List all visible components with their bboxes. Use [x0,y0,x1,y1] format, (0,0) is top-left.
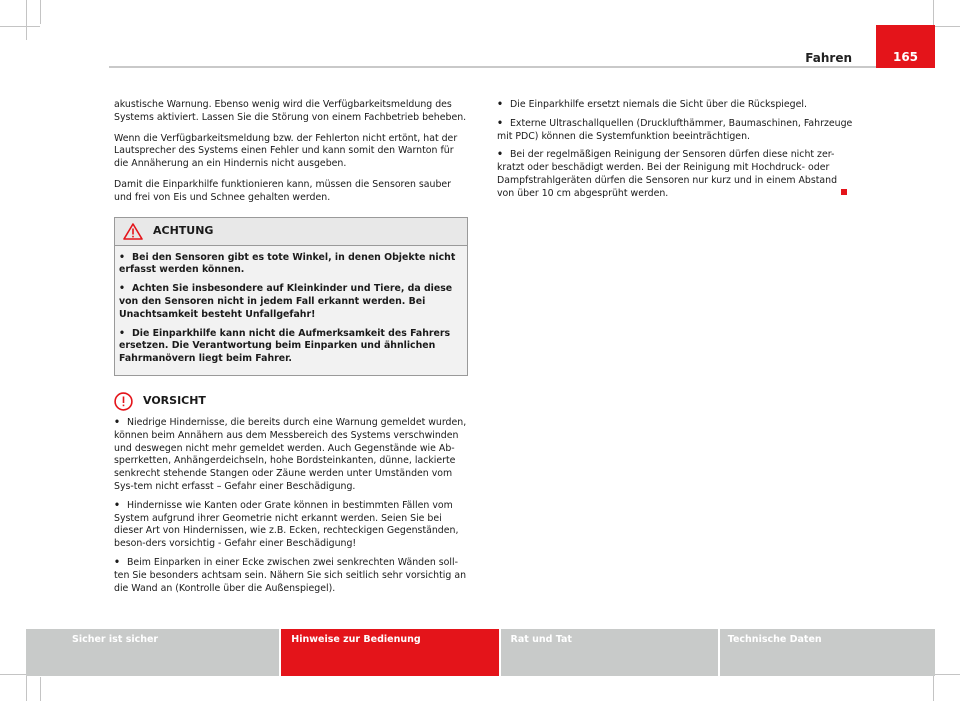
warning-title: ACHTUNG [153,223,214,237]
tab-hinweise-zur-bedienung[interactable]: Hinweise zur Bedienung [281,629,498,676]
page-number: 165 [876,25,935,68]
crop-mark [0,26,40,27]
caution-header [114,392,468,411]
warning-header [115,218,467,246]
list-item: • Die Einparkhilfe kann nicht die Aufmerksamkeit des Fahrers ersetzen. Die Verantwortung beim Einparken und ähnlichen Fahrmanövern liegt beim Fahrer. [119,327,451,365]
caution-title: VORSICHT [143,394,206,408]
list-item: • Externe Ultraschallquellen (Drucklufthämmer, Baumaschinen, Fahrzeuge mit PDC) können die Systemfunktion beeinträchtigen. [497,117,853,142]
tab-technische-daten[interactable]: Technische Daten [720,629,935,676]
list-item: • Achten Sie insbesondere auf Kleinkinder und Tiere, da diese von den Sensoren nicht in jedem Fall erkannt werden. Bei Unachtsamkeit besteht Unfallgefahr! [119,283,453,320]
crop-mark [40,677,41,701]
paragraph: Wenn die Verfügbarkeitsmeldung bzw. der Fehlerton nicht ertönt, hat der Lautsprecher des Systems einen Fehler und kann somit den Warnton für die Annäherung an ein Hindernis nicht ausgeben. [114,132,458,170]
warning-body [115,246,467,375]
list-item: • Bei den Sensoren gibt es tote Winkel, in denen Objekte nicht erfasst werden können. [119,251,456,276]
warning-triangle-icon [123,223,143,240]
list-item: • Hindernisse wie Kanten oder Grate können in bestimmten Fällen vom System aufgrund ihrer Geometrie nicht erkannt werden. Seien Sie bei dieser Art von Hindernissen, wie z.B. Ecken, rechteckigen Gegenständen, beson-ders vorsichtig - Gefahr einer Beschädigung! [114,499,459,550]
right-column [497,99,855,207]
chapter-title: Fahren [805,51,852,65]
crop-mark [40,0,41,24]
section-end-marker [841,189,847,195]
list-item: • Die Einparkhilfe ersetzt niemals die Sicht über die Rückspiegel. [497,99,807,110]
warning-box [114,217,468,376]
caution-exclamation-icon [114,392,133,411]
tab-rat-und-tat[interactable]: Rat und Tat [501,629,718,676]
tab-sicher-ist-sicher[interactable]: Sicher ist sicher [26,629,279,676]
left-column [114,99,468,601]
crop-mark [26,0,27,40]
paragraph: akustische Warnung. Ebenso wenig wird die Verfügbarkeitsmeldung des Systems aktiviert. Lassen Sie die Störung von einem Fachbetrieb beheben. [114,99,467,123]
list-item: • Bei der regelmäßigen Reinigung der Sensoren dürfen diese nicht zer-kratzt oder beschädigt werden. Bei der Reinigung mit Hochdruck- oder Dampfstrahlgeräten dürfen die Sensoren nur kurz und in einem Abstand von über 10 cm abgesprüht werden. [497,149,838,199]
list-item: • Niedrige Hindernisse, die bereits durch eine Warnung gemeldet wurden, können beim Annähern aus dem Messbereich des Systems verschwinden und deswegen nicht mehr gemeldet werden. Auch Gegenstände wie Ab-sperrketten, Anhängerdeichseln, hohe Bordsteinkanten, dünne, lackierte senkrecht stehende Stangen oder Zäune werden unter Umständen vom Sys-tem nicht erfasst – Gefahr einer Beschädigung. [114,416,467,492]
footer-nav [26,629,935,676]
list-item: • Beim Einparken in einer Ecke zwischen zwei senkrechten Wänden soll-ten Sie besonders achtsam sein. Nähern Sie sich seitlich sehr vorsichtig an die Wand an (Kontrolle über die Außenspiegel). [114,556,467,594]
paragraph: Damit die Einparkhilfe funktionieren kann, müssen die Sensoren sauber und frei von Eis und Schnee gehalten werden. [114,178,452,203]
header-rule [109,66,876,68]
